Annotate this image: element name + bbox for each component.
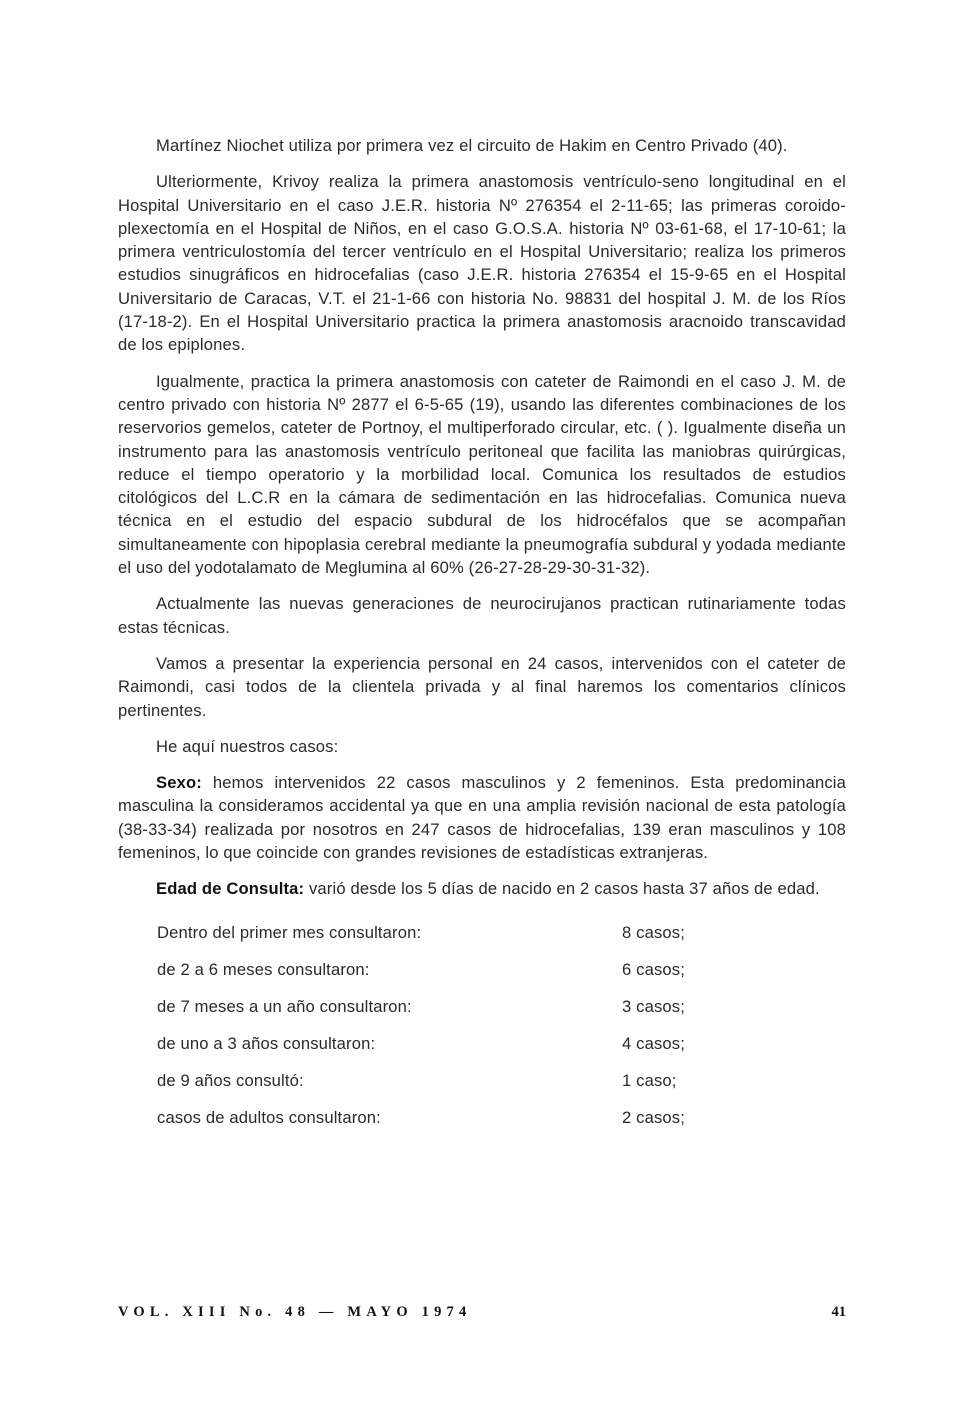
age-group-count: 1 caso; bbox=[622, 1070, 677, 1090]
age-group-row bbox=[118, 1032, 846, 1069]
age-group-count: 4 casos; bbox=[622, 1033, 685, 1053]
page-number: 41 bbox=[831, 1304, 846, 1320]
page-footer bbox=[118, 1304, 846, 1321]
paragraph-hakim-circuit: Martínez Niochet utiliza por primera vez el circuito de Hakim en Centro Privado (40). bbox=[156, 136, 788, 155]
age-group-row bbox=[118, 958, 846, 995]
age-group-row bbox=[118, 1069, 846, 1106]
edad-label: Edad de Consulta: bbox=[156, 879, 305, 899]
sexo-text: hemos intervenidos 22 casos masculinos y 2 femeninos. Esta predominancia masculina la consideramos accidental ya que en una amplia revisión nacional de esta patología (38-33-34) realizada por nosotros en 247 casos de hidrocefalias, 139 eran masculinos y 108 femeninos, lo que coincide con grandes revisiones de estadísticas extranjeras. bbox=[118, 773, 846, 863]
age-group-label: de 9 años consultó: bbox=[157, 1070, 304, 1090]
age-group-row bbox=[118, 1106, 846, 1143]
age-group-label: Dentro del primer mes consultaron: bbox=[157, 922, 422, 942]
paragraph-raimondi-cateter: Igualmente, practica la primera anastomosis con cateter de Raimondi en el caso J. M. de centro privado con historia Nº 2877 el 6-5-65 (19), usando las diferentes combinaciones de los reservorios gemelos, cateter de Portnoy, el multiperforado circular, etc. ( ). Igualmente diseña un instrumento para las anastomosis ventrículo peritoneal que facilita las maniobras quirúrgicas, reduce el tiempo operatorio y la morbilidad local. Comunica los resultados de estudios citológicos del L.C.R en la cámara de sedimentación en las hidrocefalias. Comunica nueva técnica en el estudio del espacio subdural de los hidrocéfalos que se acompañan simultaneamente con hipoplasia cerebral mediante la pneumografía subdural y yodada mediante el uso del yodotalamato de Meglumina al 60% (26-27-28-29-30-31-32). bbox=[118, 371, 846, 578]
paragraph-personal-experience: Vamos a presentar la experiencia personal en 24 casos, intervenidos con el cateter de Raimondi, casi todos de la clientela privada y al final haremos los comentarios clínicos pertinentes. bbox=[118, 653, 846, 720]
paragraph-krivoy-anastomosis: Ulteriormente, Krivoy realiza la primera anastomosis ventrículo-seno longitudinal en el Hospital Universitario en el caso J.E.R. historia Nº 276354 el 2-11-65; las primeras coroido-plexectomía en el Hospital de Niños, en el caso G.O.S.A. historia Nº 03-61-68, el 17-10-61; la primera ventriculostomía del tercer ventrículo en el Hospital Universitario; realiza los primeros estudios sinugráficos en hidrocefalias (caso J.E.R. historia 276354 el 15-9-65 en el Hospital Universitario de Caracas, V.T. el 21-1-66 con historia No. 98831 del hospital J. M. de los Ríos (17-18-2). En el Hospital Universitario practica la primera anastomosis aracnoido transcavidad de los epiplones. bbox=[118, 172, 846, 355]
age-group-count: 8 casos; bbox=[622, 922, 685, 942]
age-group-count: 3 casos; bbox=[622, 996, 685, 1016]
body-text bbox=[118, 134, 846, 1143]
age-group-row bbox=[118, 921, 846, 958]
age-group-label: de 2 a 6 meses consultaron: bbox=[157, 959, 370, 979]
age-group-label: de 7 meses a un año consultaron: bbox=[157, 996, 412, 1016]
paragraph-our-cases: He aquí nuestros casos: bbox=[156, 736, 339, 756]
sexo-label: Sexo: bbox=[156, 773, 202, 793]
paragraph-edad bbox=[118, 877, 846, 900]
edad-text: varió desde los 5 días de nacido en 2 casos hasta 37 años de edad. bbox=[304, 879, 820, 899]
age-group-count: 6 casos; bbox=[622, 959, 685, 979]
paragraph-new-generations: Actualmente las nuevas generaciones de neurocirujanos practican rutinariamente todas estas técnicas. bbox=[118, 594, 846, 637]
age-group-label: casos de adultos consultaron: bbox=[157, 1107, 381, 1127]
age-group-row bbox=[118, 995, 846, 1032]
journal-issue: VOL. XIII No. 48 — MAYO 1974 bbox=[118, 1304, 472, 1320]
age-group-count: 2 casos; bbox=[622, 1107, 685, 1127]
age-groups-list bbox=[118, 921, 846, 1143]
age-group-label: de uno a 3 años consultaron: bbox=[157, 1033, 376, 1053]
paragraph-sexo bbox=[118, 771, 846, 864]
